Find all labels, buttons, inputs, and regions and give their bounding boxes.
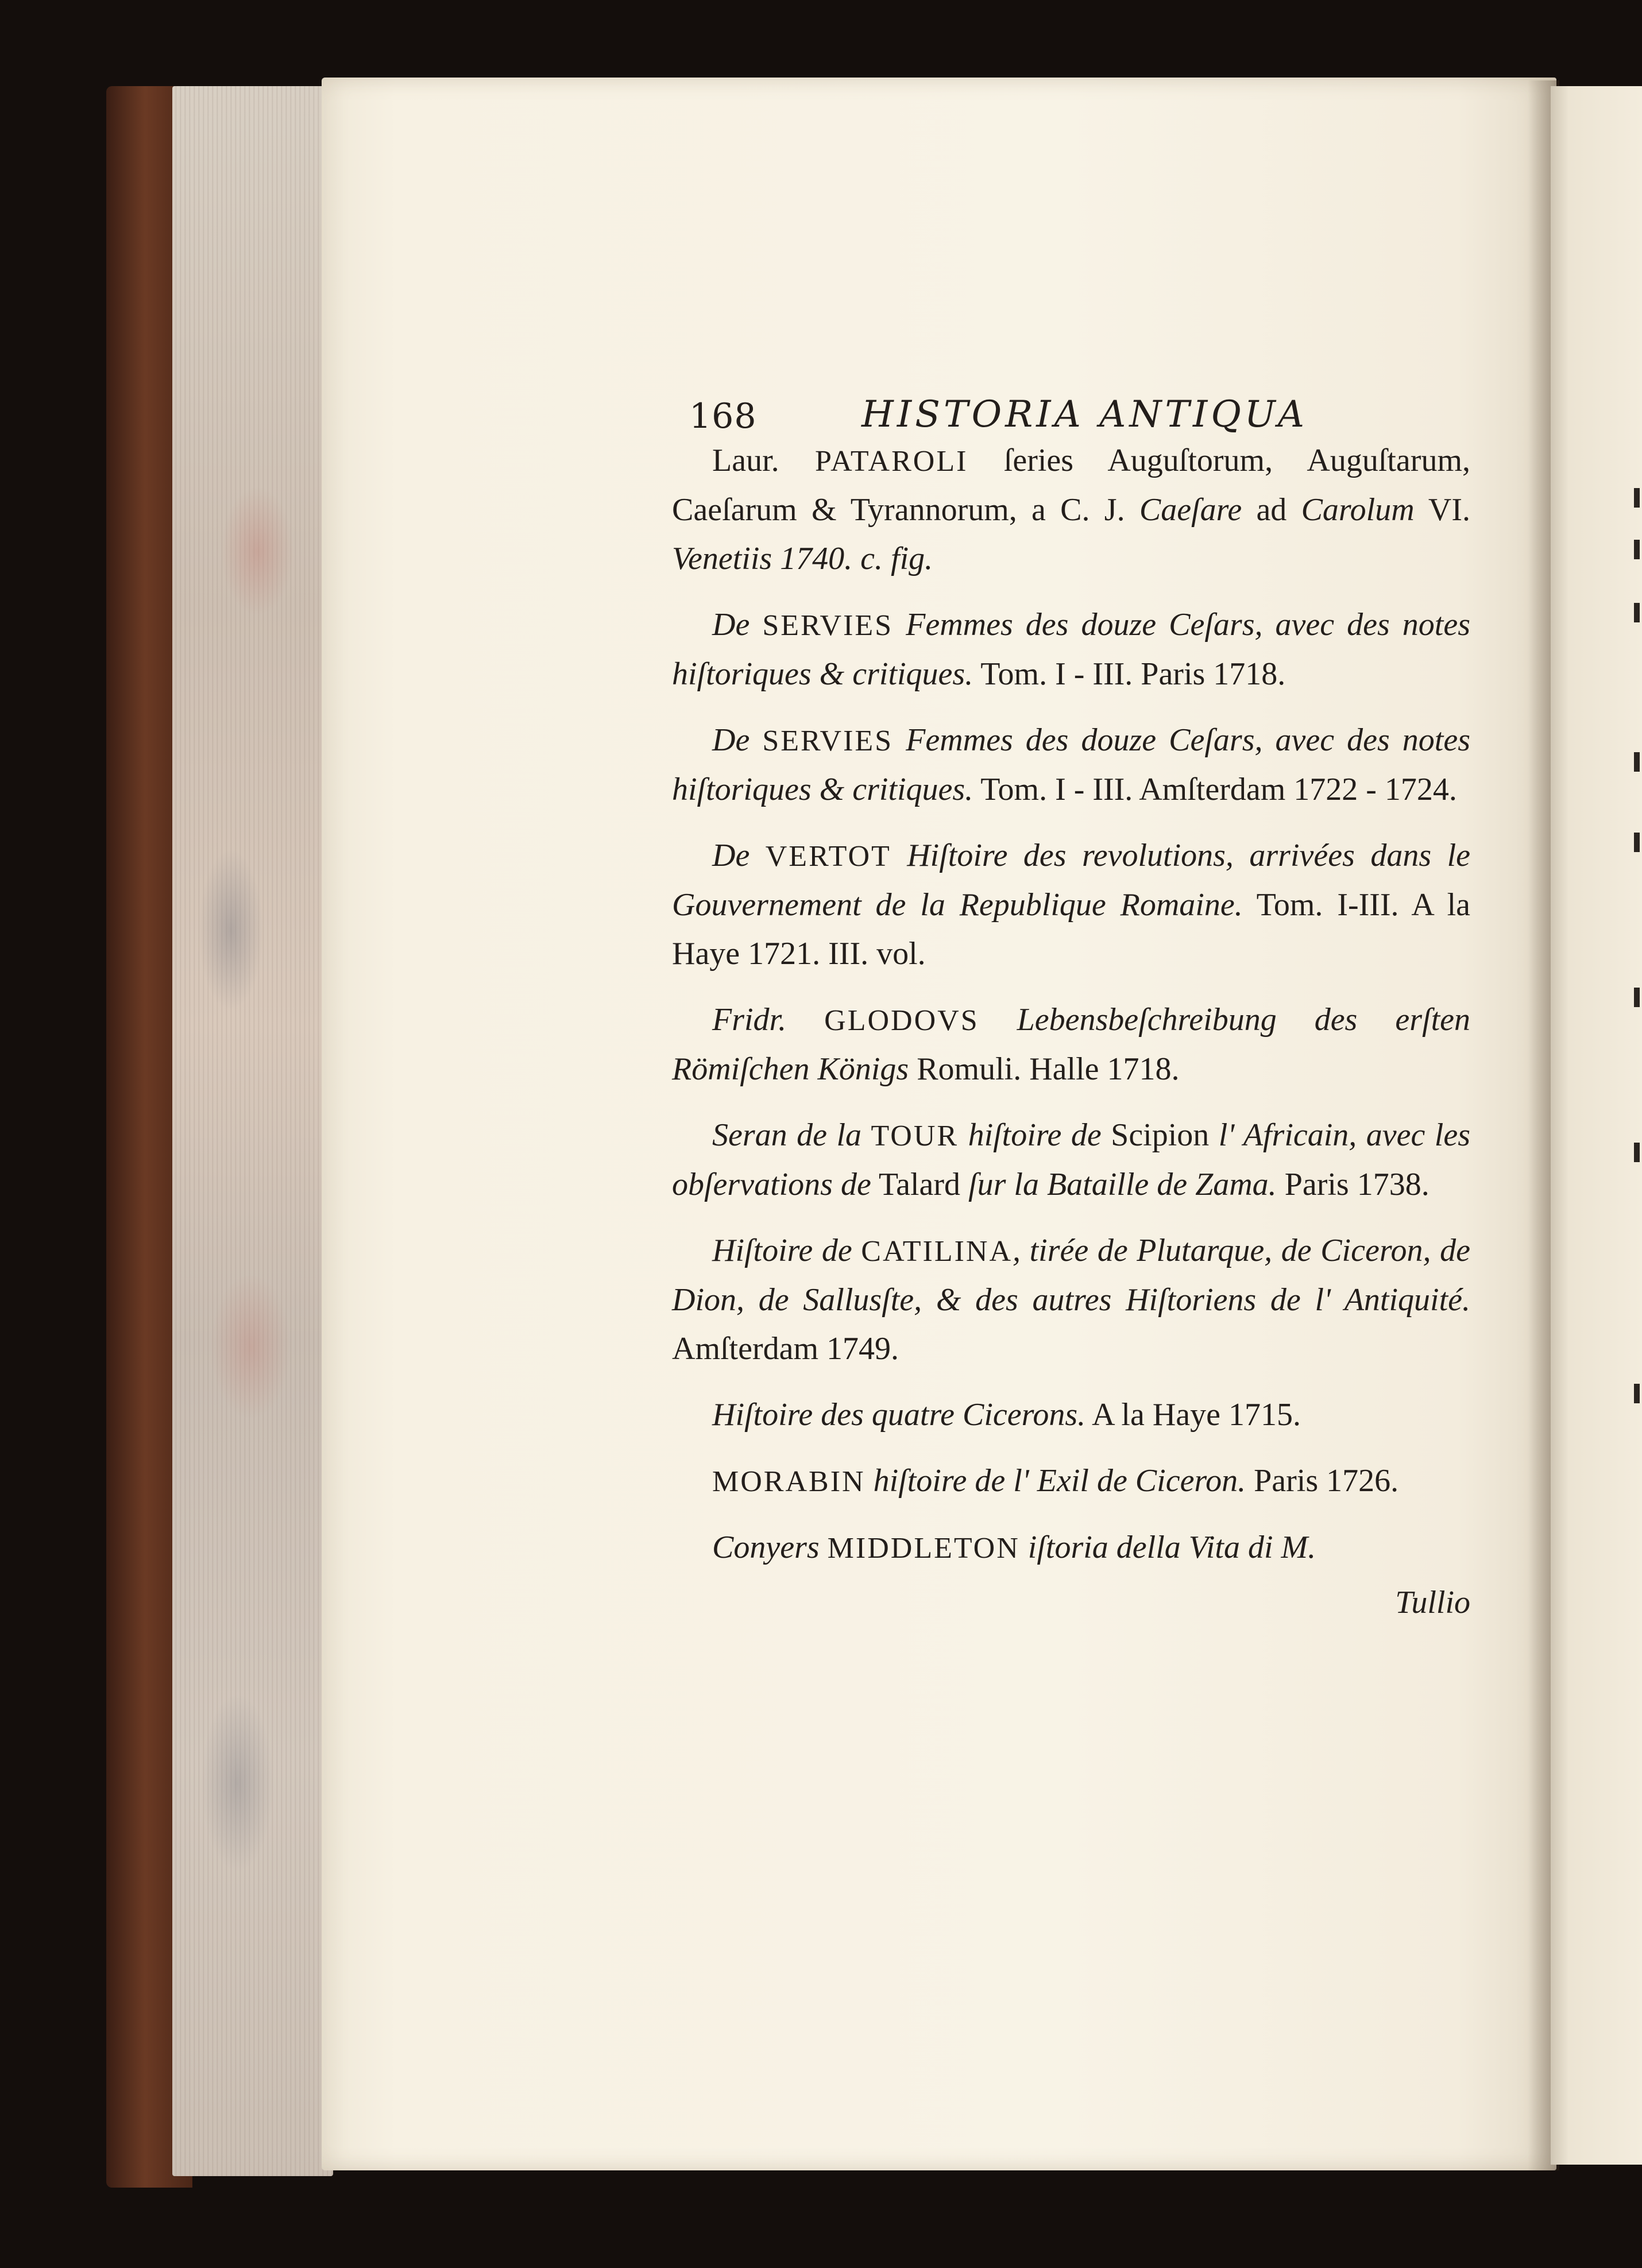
entry-text: Tom. I - III. Amſterdam 1722 - 1724. <box>973 772 1457 807</box>
author-name: CATILINA <box>861 1235 1013 1268</box>
entry-text: Fridr. <box>712 1002 825 1038</box>
entry-text: De <box>712 722 763 758</box>
bibliography-entry <box>672 1523 1470 1573</box>
bibliography-entry <box>672 601 1470 699</box>
entry-text: ſeries Auguſtorum, Auguſtarum, Caeſarum & Tyrannorum, a C. J. <box>672 443 1470 528</box>
entry-text: Scipion <box>1101 1117 1219 1153</box>
entry-text: Tom. I - III. Paris 1718. <box>973 656 1286 692</box>
catchword: Tullio <box>1395 1585 1470 1620</box>
entry-text: Romuli. Halle 1718. <box>909 1051 1180 1087</box>
bibliography-entry <box>672 831 1470 978</box>
bibliography-entry <box>672 996 1470 1094</box>
entry-text: VI. <box>1414 492 1470 528</box>
entry-text: hiſtoire de <box>959 1117 1102 1153</box>
author-name: PATAROLI <box>815 445 968 478</box>
author-name: TOUR <box>871 1120 959 1152</box>
entry-text: Seran de la <box>712 1117 871 1153</box>
entry-text: A la Haye 1715. <box>1085 1397 1301 1433</box>
bibliography-entry <box>672 1457 1470 1506</box>
entry-text: , tirée de Plutarque, de Ciceron, de Dion, de Sallusſte, & des autres Hiſtoriens de l' Antiquité. <box>672 1233 1470 1318</box>
entry-text: Femmes des douze Ceſars, avec des notes hiſtoriques & critiques. <box>672 607 1471 692</box>
page-number: 168 <box>689 396 757 436</box>
entry-text: hiſtoire de l' Exil de Ciceron. <box>865 1463 1246 1499</box>
entry-text: Hiſtoire de <box>712 1233 861 1268</box>
entry-text: l' Africain, avec les obſervations de <box>672 1117 1470 1202</box>
entry-text: Conyers <box>712 1530 828 1565</box>
running-head-title: HISTORIA ANTIQUA <box>861 393 1308 436</box>
entry-text: Laur. <box>712 443 815 478</box>
author-name: SERVIES <box>762 609 894 642</box>
bibliography-entry <box>672 1391 1470 1439</box>
entry-text: Lebensbeſchreibung des erſten Römiſchen Königs <box>672 1002 1470 1087</box>
entry-text: De <box>712 838 766 873</box>
running-head <box>672 373 1470 436</box>
facing-page-text-fragments <box>1634 488 1642 1464</box>
entry-text: De <box>712 607 763 643</box>
entry-text: Paris 1726. <box>1246 1463 1399 1499</box>
entry-text: Talard <box>871 1167 969 1202</box>
author-name: VERTOT <box>765 840 891 873</box>
facing-page-strip <box>1551 86 1642 2165</box>
entry-text: ſur la Bataille de Zama. <box>968 1167 1277 1202</box>
author-name: MIDDLETON <box>827 1532 1020 1565</box>
marbled-edge-pattern <box>178 172 310 2067</box>
entry-text: Hiſtoire des quatre Cicerons. <box>712 1397 1086 1433</box>
entry-text: iſtoria della Vita di M. <box>1019 1530 1316 1565</box>
page-text-block <box>672 373 1470 1621</box>
entry-text: Carolum <box>1301 492 1415 528</box>
entry-text: Femmes des douze Ceſars, avec des notes hiſtoriques & critiques. <box>672 722 1471 807</box>
entry-text: Caeſare <box>1139 492 1242 528</box>
bibliography-entry <box>672 1226 1470 1373</box>
bibliography-entry <box>672 1111 1470 1209</box>
bibliography-entry <box>672 716 1470 814</box>
entry-text: Tom. I-III. A la Haye 1721. III. vol. <box>672 887 1470 972</box>
author-name: GLODOVS <box>824 1004 979 1037</box>
entry-text: Hiſtoire des revolutions, arrivées dans le Gouvernement de la Republique Romaine. <box>672 838 1470 923</box>
entry-text: ad <box>1242 492 1301 528</box>
bibliography-entry <box>672 436 1470 583</box>
entry-text: Paris 1738. <box>1276 1167 1429 1202</box>
author-name: MORABIN <box>712 1465 866 1498</box>
author-name: SERVIES <box>762 725 894 757</box>
bibliography-entries <box>672 436 1470 1573</box>
entry-text: Amſterdam 1749. <box>672 1331 899 1367</box>
entry-text: Venetiis 1740. c. fig. <box>672 541 933 576</box>
